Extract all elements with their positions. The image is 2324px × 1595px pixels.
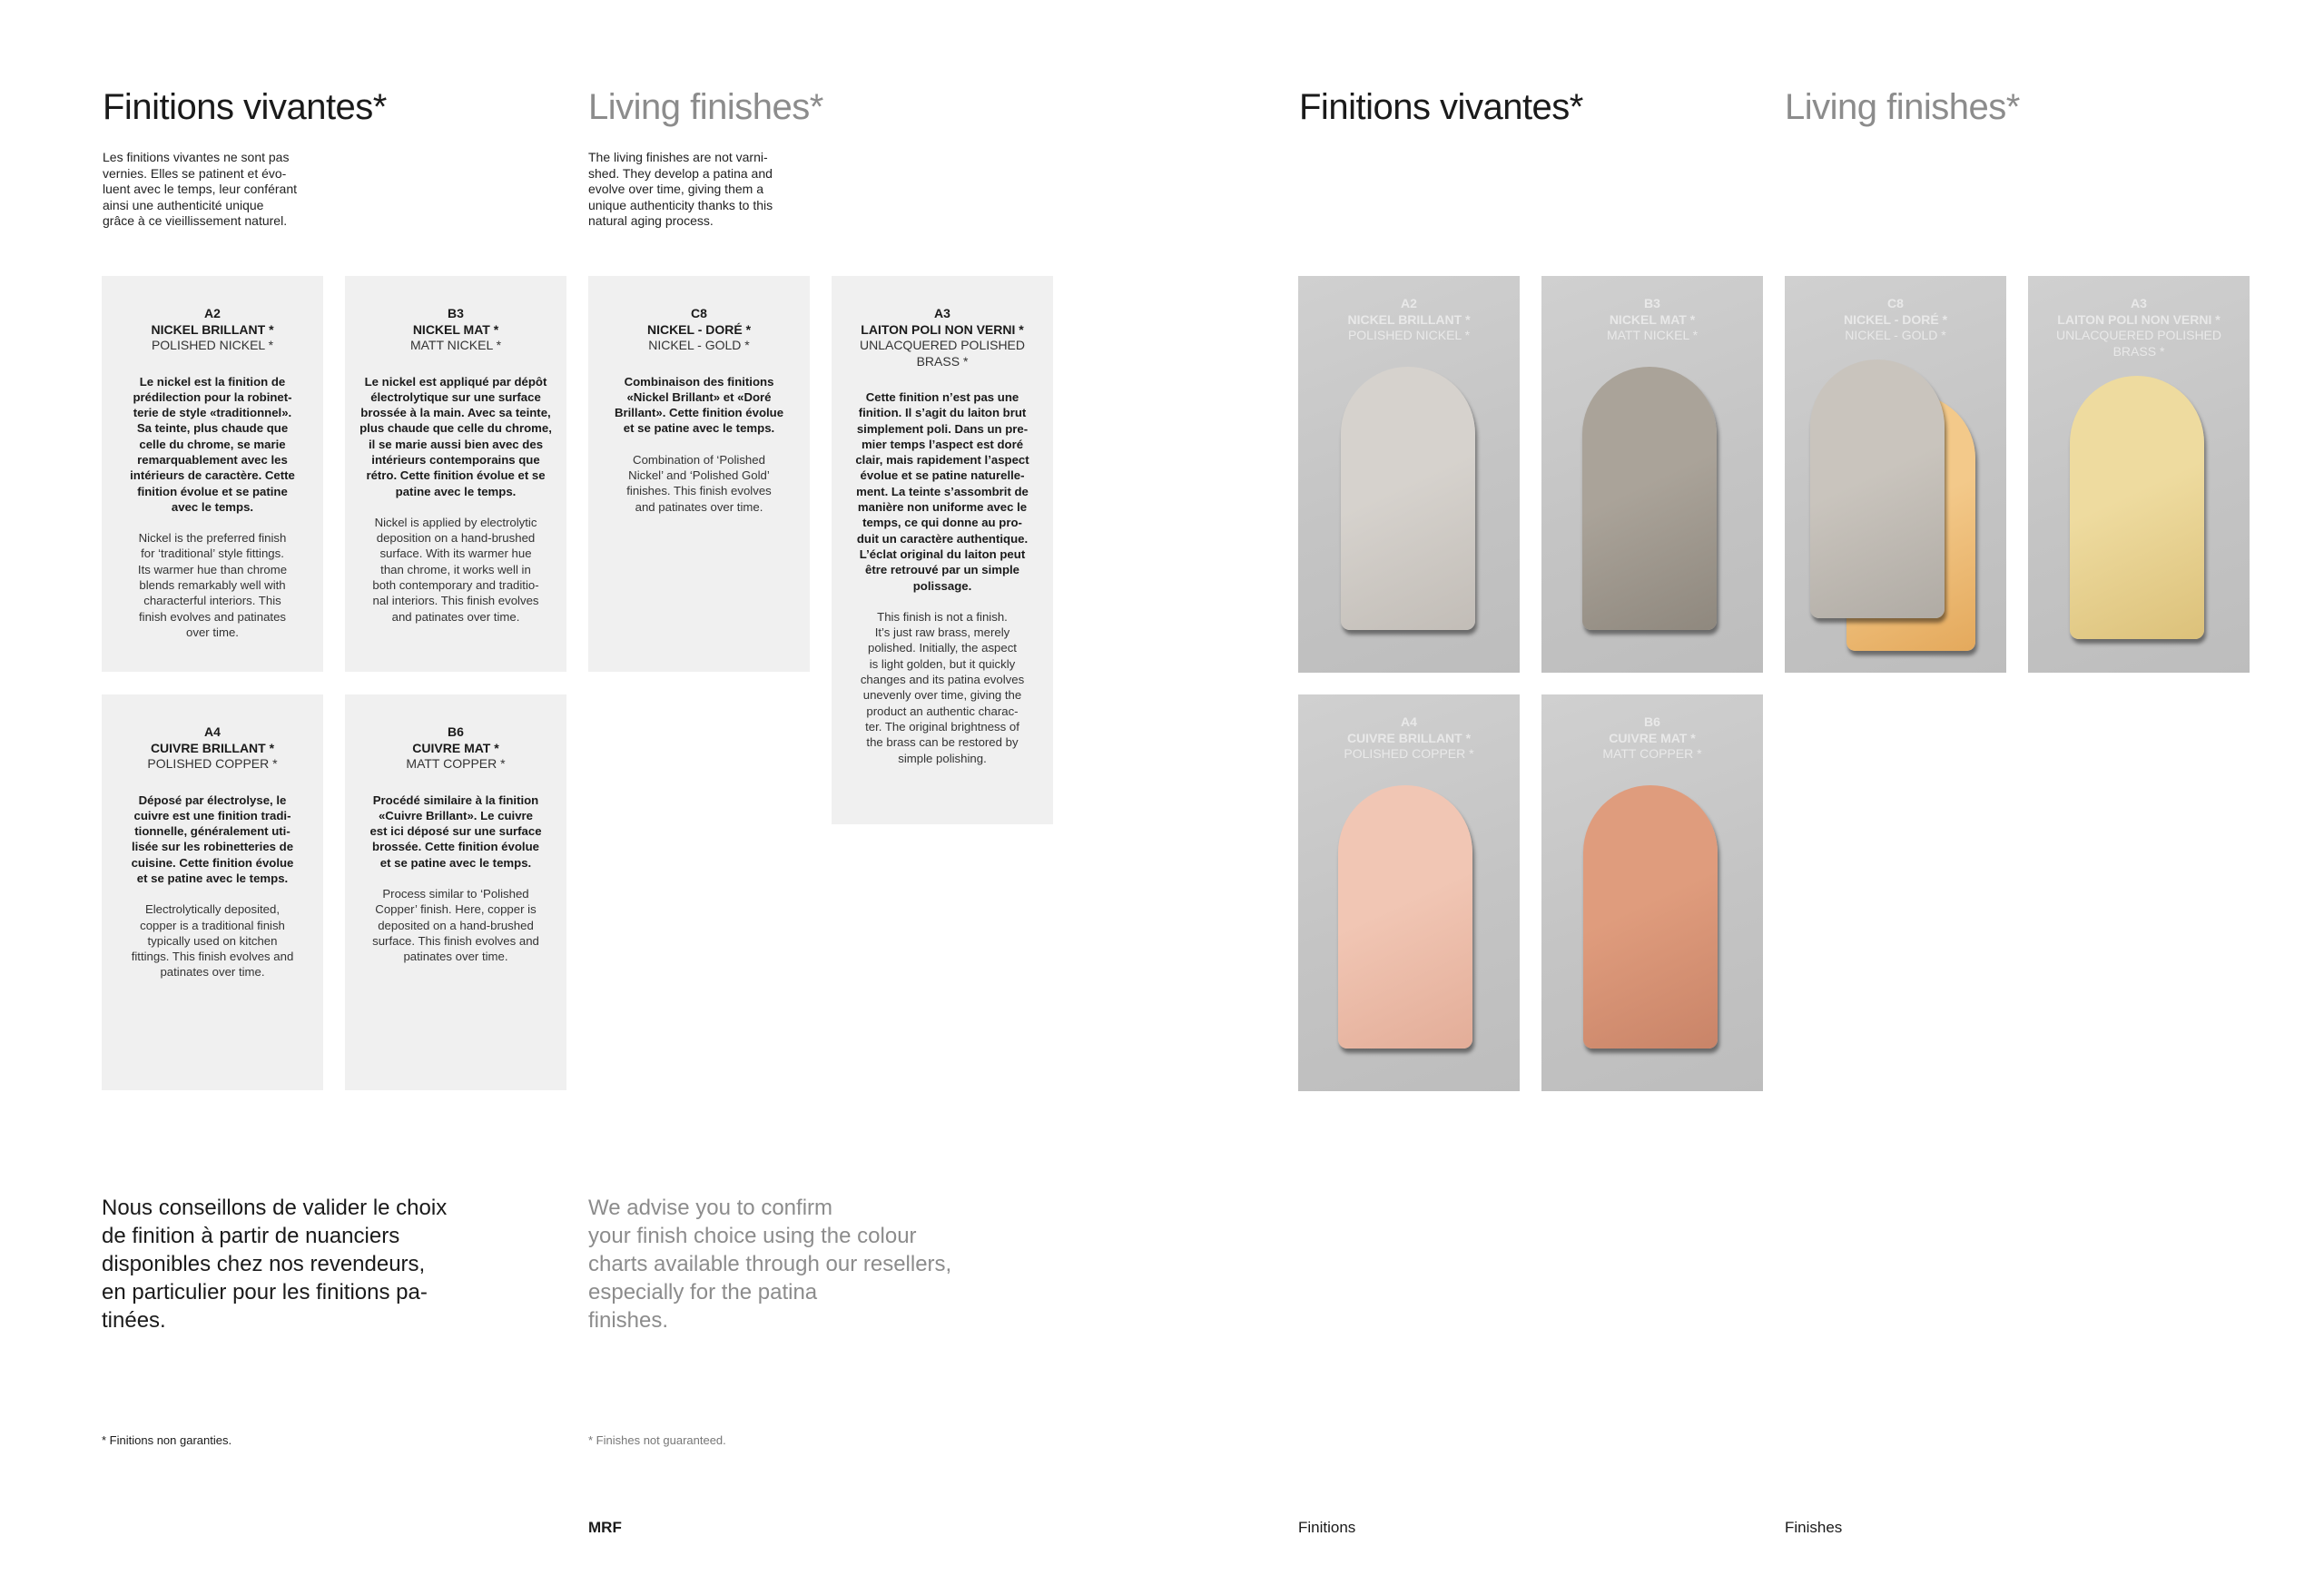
finish-swatch <box>1582 367 1717 630</box>
photo-label <box>2028 296 2250 359</box>
finish-swatch <box>1338 785 1472 1049</box>
finish-name-fr: NICKEL MAT * <box>412 321 499 337</box>
photo-code: A3 <box>2131 296 2147 310</box>
finish-desc-en: Process similar to ‘Polished Copper’ finish. Here, copper is deposited on a hand-brushed surface. This finish evolves and patinates over time. <box>372 886 539 964</box>
finish-name-fr: NICKEL - DORÉ * <box>646 321 752 337</box>
intro-fr: Les finitions vivantes ne sont pas vernies. Elles se patinent et évo- luent avec le temps, leur conférant ainsi une authenticité unique grâce à ce vieillissement naturel. <box>103 150 298 228</box>
photo-code: A4 <box>1401 714 1417 729</box>
photo-code: A2 <box>1401 296 1417 310</box>
finish-swatch <box>1341 367 1475 630</box>
photo-name-fr: LAITON POLI NON VERNI * <box>2057 311 2221 327</box>
photo-name-fr: CUIVRE BRILLANT * <box>1346 730 1472 745</box>
finish-desc-fr: Le nickel est appliqué par dépôt électrolytique sur une surface brossée à la main. Avec sa teinte, plus chaude que celle du chrome, il se marie aussi bien avec des intérieurs contemporains que rétro. Cette finition évolue et se patine avec le temps. <box>359 374 552 498</box>
finish-name-fr: NICKEL BRILLANT * <box>151 321 274 337</box>
finish-photo-b3 <box>1541 276 1763 673</box>
finish-photo-c8 <box>1785 276 2006 673</box>
finish-name-en: UNLACQUERED POLISHED BRASS * <box>859 338 1026 369</box>
finish-code: B3 <box>448 306 464 320</box>
photo-name-fr: NICKEL - DORÉ * <box>1843 311 1948 327</box>
finish-photo-a4 <box>1298 694 1520 1091</box>
finish-name-fr: LAITON POLI NON VERNI * <box>861 321 1024 337</box>
finish-desc-fr: Combinaison des finitions «Nickel Brillant» et «Doré Brillant». Cette finition évolue et se patine avec le temps. <box>614 374 784 436</box>
finish-card-a3 <box>832 276 1053 824</box>
photo-label <box>1541 296 1763 344</box>
finish-swatch <box>2070 376 2204 639</box>
finish-name-en: MATT NICKEL * <box>409 338 502 352</box>
finish-name-en: POLISHED COPPER * <box>147 756 278 771</box>
finish-name-en: MATT COPPER * <box>406 756 506 771</box>
finish-code: A4 <box>204 724 221 739</box>
brand-logo: MRF <box>588 1519 622 1536</box>
advice-fr: Nous conseillons de valider le choix de finition à partir de nuanciers disponibles chez nos revendeurs, en particulier pour les finitions pa- tinées. <box>102 1196 448 1333</box>
photo-label <box>1298 296 1520 344</box>
finish-desc-en: Nickel is applied by electrolytic deposition on a hand-brushed surface. With its warmer hue than chrome, it works well in both contemporary and traditio- nal interiors. This finish evolves and patinates over time. <box>372 515 539 624</box>
finish-desc-en: Electrolytically deposited, copper is a traditional finish typically used on kitchen fittings. This finish evolves and patinates over time. <box>131 902 294 980</box>
left-title-fr: Finitions vivantes* <box>103 87 387 127</box>
photo-name-en: UNLACQUERED POLISHED BRASS * <box>2055 328 2222 359</box>
intro-en: The living finishes are not varni- shed. They develop a patina and evolve over time, giving them a unique authenticity thanks to this natural aging process. <box>588 150 773 228</box>
photo-name-en: MATT COPPER * <box>1602 746 1702 761</box>
finish-card-a2 <box>102 276 323 672</box>
finish-swatch <box>1583 785 1718 1049</box>
finish-card-b3 <box>345 276 566 672</box>
finish-name-fr: CUIVRE BRILLANT * <box>150 740 275 755</box>
finish-name-en: NICKEL - GOLD * <box>648 338 750 352</box>
finish-photo-b6 <box>1541 694 1763 1091</box>
finish-card-a4 <box>102 694 323 1090</box>
photo-code: C8 <box>1887 296 1904 310</box>
photo-name-fr: NICKEL MAT * <box>1609 311 1696 327</box>
photo-name-en: POLISHED NICKEL * <box>1347 328 1471 342</box>
photo-label <box>1298 714 1520 763</box>
finish-name-en: POLISHED NICKEL * <box>151 338 274 352</box>
finish-desc-fr: Le nickel est la finition de prédilection pour la robinet- terie de style «traditionnel». Sa teinte, plus chaude que celle du chrome, se marie remarquablement avec les intérieurs de caractère. Cette finition évolue et se patine avec le temps. <box>130 374 295 514</box>
folio-fr: Finitions <box>1298 1519 1356 1536</box>
finish-desc-en: Combination of ‘Polished Nickel’ and ‘Polished Gold’ finishes. This finish evolves and patinates over time. <box>626 452 772 514</box>
finish-card-b6 <box>345 694 566 1090</box>
finish-desc-en: Nickel is the preferred finish for ‘traditional’ style fittings. Its warmer hue than chrome blends remarkably well with characterful interiors. This finish evolves and patinates over time. <box>137 531 288 639</box>
photo-name-en: POLISHED COPPER * <box>1344 746 1474 761</box>
footnote-en: * Finishes not guaranteed. <box>588 1433 726 1447</box>
finish-code: A3 <box>934 306 950 320</box>
right-title-fr: Finitions vivantes* <box>1299 87 1583 127</box>
finish-code: A2 <box>204 306 221 320</box>
photo-code: B6 <box>1644 714 1660 729</box>
folio-en: Finishes <box>1785 1519 1843 1536</box>
photo-name-en: MATT NICKEL * <box>1606 328 1699 342</box>
photo-label <box>1785 296 2006 344</box>
photo-name-en: NICKEL - GOLD * <box>1845 328 1946 342</box>
finish-swatch-nickel <box>1810 359 1945 618</box>
right-title-en: Living finishes* <box>1785 87 2020 127</box>
photo-name-fr: CUIVRE MAT * <box>1609 730 1696 745</box>
finish-desc-fr: Déposé par électrolyse, le cuivre est une finition tradi- tionnelle, généralement uti- lisée sur les robinetteries de cuisine. Cette finition évolue et se patine avec le temps. <box>131 793 294 885</box>
finish-desc-fr: Cette finition n’est pas une finition. Il s’agit du laiton brut simplement poli. Dans un pre- mier temps l’aspect est doré clair, mais rapidement l’aspect évolue et se patine naturelle- ment. La teinte s’assombrit de manière non uniforme avec le temps, ce qui donne au pro- duit un caractère authentique. L’éclat original du laiton peut être retrouvé par un simple polissage. <box>855 390 1029 593</box>
finish-photo-a3 <box>2028 276 2250 673</box>
advice-en: We advise you to confirm your finish choice using the colour charts available through our resellers, especially for the patina finishes. <box>588 1196 952 1333</box>
finish-desc-en: This finish is not a finish. It’s just raw brass, merely polished. Initially, the aspect is light golden, but it quickly changes and its patina evolves unevenly over time, giving the product an authentic charac- ter. The original brightness of the brass can be restored by simple polishing. <box>860 609 1025 765</box>
photo-code: B3 <box>1644 296 1660 310</box>
finish-code: B6 <box>448 724 464 739</box>
photo-label <box>1541 714 1763 763</box>
finish-photo-a2 <box>1298 276 1520 673</box>
photo-name-fr: NICKEL BRILLANT * <box>1347 311 1471 327</box>
finish-card-c8 <box>588 276 810 672</box>
finish-code: C8 <box>691 306 707 320</box>
finish-desc-fr: Procédé similaire à la finition «Cuivre Brillant». Le cuivre est ici déposé sur une surface brossée. Cette finition évolue et se patine avec le temps. <box>369 793 542 870</box>
left-title-en: Living finishes* <box>588 87 823 127</box>
finish-name-fr: CUIVRE MAT * <box>412 740 499 755</box>
footnote-fr: * Finitions non garanties. <box>102 1433 232 1447</box>
